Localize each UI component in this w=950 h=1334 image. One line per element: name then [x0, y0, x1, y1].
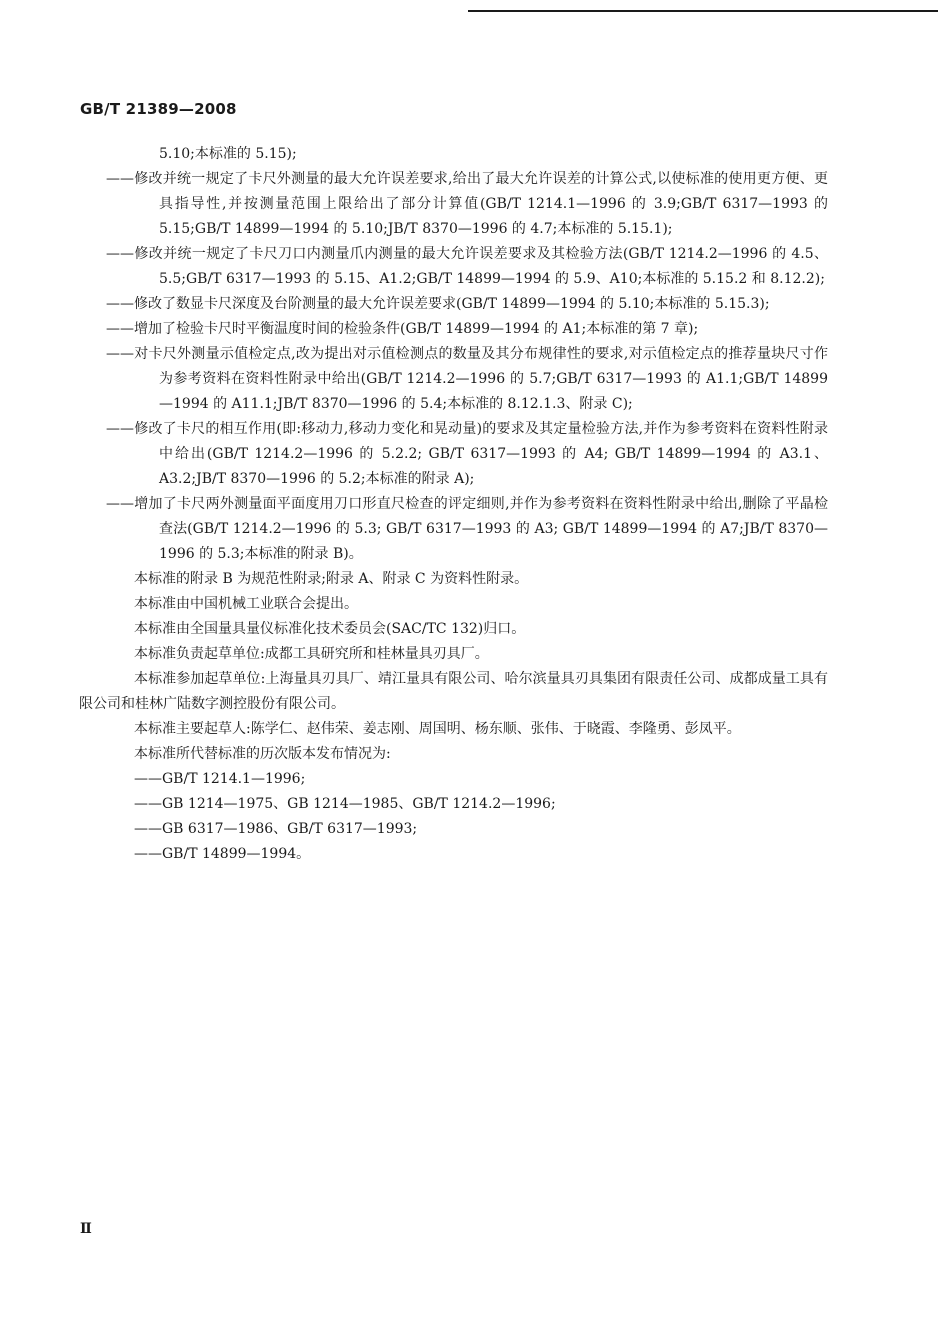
em-dash: —— — [134, 821, 162, 837]
paragraph-participating-units: 本标准参加起草单位:上海量具刃具厂、靖江量具有限公司、哈尔滨量具刃具集团有限责任公司、成都成量工具有限公司和桂林广陆数字测控股份有限公司。 — [79, 671, 828, 712]
paragraph-proposer: 本标准由中国机械工业联合会提出。 — [134, 596, 358, 612]
change-item — [106, 242, 828, 292]
history-item-text: GB/T 14899—1994。 — [162, 846, 311, 862]
history-item — [106, 792, 828, 817]
change-item-text: 增加了卡尺两外测量面平面度用刀口形直尺检查的评定细则,并作为参考资料在资料性附录中给出,删除了平晶检查法(GB/T 1214.2—1996 的 5.3; GB/T 6317—1993 的 A3; GB/T 14899—1994 的 A7;JB/T 8370—1996 的 5.3;本标准的附录 B)。 — [134, 496, 828, 562]
paragraph-drafters: 本标准主要起草人:陈学仁、赵伟荣、姜志刚、周国明、杨东顺、张伟、于晓霞、李隆勇、彭凤平。 — [134, 721, 741, 737]
page-number: Ⅱ — [80, 1221, 92, 1237]
foreword-body — [79, 142, 828, 867]
change-item — [106, 342, 828, 417]
change-item — [106, 317, 828, 342]
em-dash: —— — [134, 796, 162, 812]
history-item — [106, 842, 828, 867]
em-dash: —— — [106, 321, 134, 337]
em-dash: —— — [134, 771, 162, 787]
paragraph-committee: 本标准由全国量具量仪标准化技术委员会(SAC/TC 132)归口。 — [134, 621, 526, 637]
header-rule — [468, 10, 938, 12]
paragraph-drafting-unit: 本标准负责起草单位:成都工具研究所和桂林量具刃具厂。 — [134, 646, 489, 662]
paragraph-history-intro: 本标准所代替标准的历次版本发布情况为: — [134, 746, 391, 762]
em-dash: —— — [134, 846, 162, 862]
change-item-text: 增加了检验卡尺时平衡温度时间的检验条件(GB/T 14899—1994 的 A1;本标准的第 7 章); — [134, 321, 699, 337]
em-dash: —— — [106, 246, 134, 262]
change-item-text: 修改了卡尺的相互作用(即:移动力,移动力变化和晃动量)的要求及其定量检验方法,并作为参考资料在资料性附录中给出(GB/T 1214.2—1996 的 5.2.2; GB/T 6317—1993 的 A4; GB/T 14899—1994 的 A3.1、A3.2;JB/T 8370—1996 的 5.2;本标准的附录 A); — [134, 421, 828, 487]
change-item-text: 修改并统一规定了卡尺外测量的最大允许误差要求,给出了最大允许误差的计算公式,以使标准的使用更方便、更具指导性,并按测量范围上限给出了部分计算值(GB/T 1214.1—1996 的 3.9;GB/T 6317—1993 的 5.15;GB/T 14899—1994 的 5.10;JB/T 8370—1996 的 4.7;本标准的 5.15.1); — [134, 171, 828, 237]
change-item-text: 修改了数显卡尺深度及台阶测量的最大允许误差要求(GB/T 14899—1994 的 5.10;本标准的 5.15.3); — [134, 296, 770, 312]
history-item-text: GB/T 1214.1—1996; — [162, 771, 306, 787]
em-dash: —— — [106, 496, 134, 512]
history-item — [106, 817, 828, 842]
paragraph-annex-note: 本标准的附录 B 为规范性附录;附录 A、附录 C 为资料性附录。 — [134, 571, 529, 587]
change-item-text: 对卡尺外测量示值检定点,改为提出对示值检测点的数量及其分布规律性的要求,对示值检定点的推荐量块尺寸作为参考资料在资料性附录中给出(GB/T 1214.2—1996 的 5.7;GB/T 6317—1993 的 A1.1;GB/T 14899—1994 的 A11.1;JB/T 8370—1996 的 5.4;本标准的 8.12.1.3、附录 C); — [134, 346, 828, 412]
em-dash: —— — [106, 346, 134, 362]
em-dash: —— — [106, 296, 134, 312]
lead-fragment: 5.10;本标准的 5.15); — [159, 146, 297, 162]
em-dash: —— — [106, 171, 134, 187]
history-item-text: GB 1214—1975、GB 1214—1985、GB/T 1214.2—1996; — [162, 796, 556, 812]
change-item — [106, 417, 828, 492]
history-item-text: GB 6317—1986、GB/T 6317—1993; — [162, 821, 418, 837]
change-item — [106, 292, 828, 317]
change-item — [106, 167, 828, 242]
history-item — [106, 767, 828, 792]
change-item-text: 修改并统一规定了卡尺刀口内测量爪内测量的最大允许误差要求及其检验方法(GB/T 1214.2—1996 的 4.5、5.5;GB/T 6317—1993 的 5.15、A1.2;GB/T 14899—1994 的 5.9、A10;本标准的 5.15.2 和 8.12.2); — [134, 246, 828, 287]
em-dash: —— — [106, 421, 134, 437]
change-item — [106, 492, 828, 567]
standard-number: GB/T 21389—2008 — [80, 100, 237, 118]
